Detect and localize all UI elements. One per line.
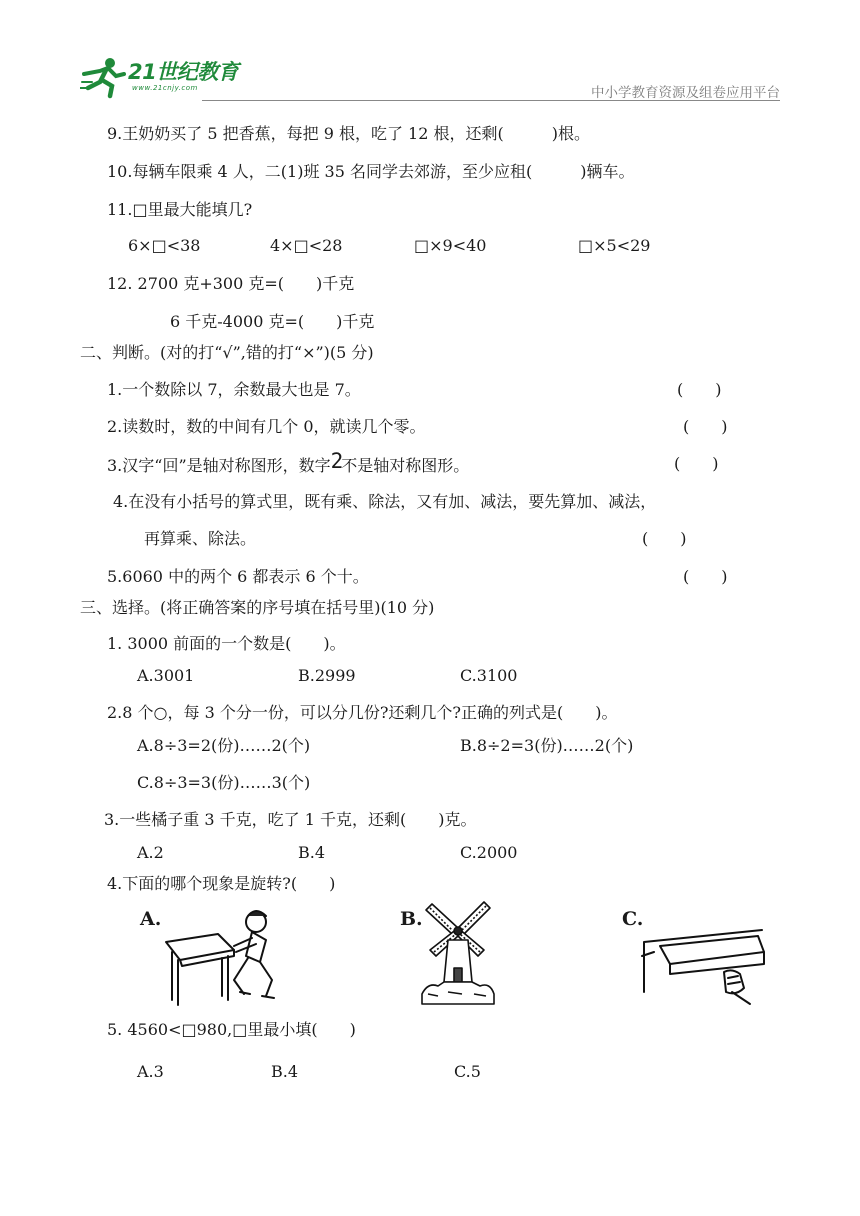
runner-logo-icon [80,54,128,100]
question-10: 10.每辆车限乘 4 人，二(1)班 35 名同学去郊游，至少应租( )辆车。 [107,162,635,181]
choice-question-4: 4.下面的哪个现象是旋转?( ) [107,874,336,893]
choice-question-2: 2.8 个○，每 3 个分一份，可以分几份?还剩几个?正确的列式是( )。 [107,703,618,722]
answer-bracket: ( ) [677,380,722,399]
section-2-title: 二、判断。(对的打“√”,错的打“×”)(5 分) [80,343,374,362]
judge-item-3-text-a: 3.汉字“回”是轴对称图形，数字 [107,456,331,475]
option-a: A.3001 [137,666,195,685]
judge-item-3 [107,449,470,476]
option-c: C.2000 [460,843,518,862]
question-9: 9.王奶奶买了 5 把香蕉，每把 9 根，吃了 12 根，还剩( )根。 [107,124,590,143]
page-header [80,50,780,102]
option-b: B.2999 [298,666,356,685]
judge-item-1: 1.一个数除以 7，余数最大也是 7。 [107,380,361,399]
question-11-item: □×5<29 [578,236,651,255]
answer-bracket: ( ) [683,417,728,436]
section-3-title: 三、选择。(将正确答案的序号填在括号里)(10 分) [80,598,435,617]
option-b: B.8÷2=3(份)……2(个) [460,736,634,755]
figure-label-b: B. [400,908,423,930]
logo [80,54,280,100]
answer-bracket: ( ) [674,454,719,473]
question-12-line-1: 12. 2700 克+300 克=( )千克 [107,274,355,293]
judge-item-3-text-b: 不是轴对称图形。 [341,456,470,475]
platform-name: 中小学教育资源及组卷应用平台 [591,85,780,101]
judge-item-2: 2.读数时，数的中间有几个 0，就读几个零。 [107,417,426,436]
figure-label-a: A. [140,908,162,930]
choice-question-5: 5. 4560<□980,□里最小填( ) [107,1020,356,1039]
drawer-figure [640,912,770,1008]
option-a: A.8÷3=2(份)……2(个) [137,736,311,755]
windmill-figure [418,898,498,1008]
header-divider [202,100,780,101]
option-a: A.2 [137,843,164,862]
logo-url: www.21cnjy.com [132,84,198,92]
question-11-item: 4×□<28 [270,236,343,255]
answer-bracket: ( ) [642,529,687,548]
judge-item-4-cont: 再算乘、除法。 [144,529,257,548]
question-11-item: 6×□<38 [128,236,201,255]
answer-bracket: ( ) [683,567,728,586]
option-c: C.5 [454,1062,481,1081]
option-a: A.3 [137,1062,164,1081]
option-b: B.4 [298,843,326,862]
option-b: B.4 [271,1062,299,1081]
judge-item-5: 5.6060 中的两个 6 都表示 6 个十。 [107,567,369,586]
question-11-item: □×9<40 [414,236,487,255]
option-c: C.3100 [460,666,518,685]
choice-question-1: 1. 3000 前面的一个数是( )。 [107,634,346,653]
question-12-line-2: 6 千克-4000 克=( )千克 [170,312,375,331]
figure-label-c: C. [622,908,644,930]
choice-question-3: 3.一些橘子重 3 千克，吃了 1 千克，还剩( )克。 [104,810,477,829]
question-11: 11.□里最大能填几? [107,200,253,219]
judge-item-4: 4.在没有小括号的算式里，既有乘、除法，又有加、减法，要先算加、减法， [113,492,657,511]
digit-2-symbol: 2 [330,449,342,473]
option-c: C.8÷3=3(份)……3(个) [137,773,311,792]
push-table-figure [160,900,300,1010]
logo-text: 21世纪教育 [128,60,239,84]
